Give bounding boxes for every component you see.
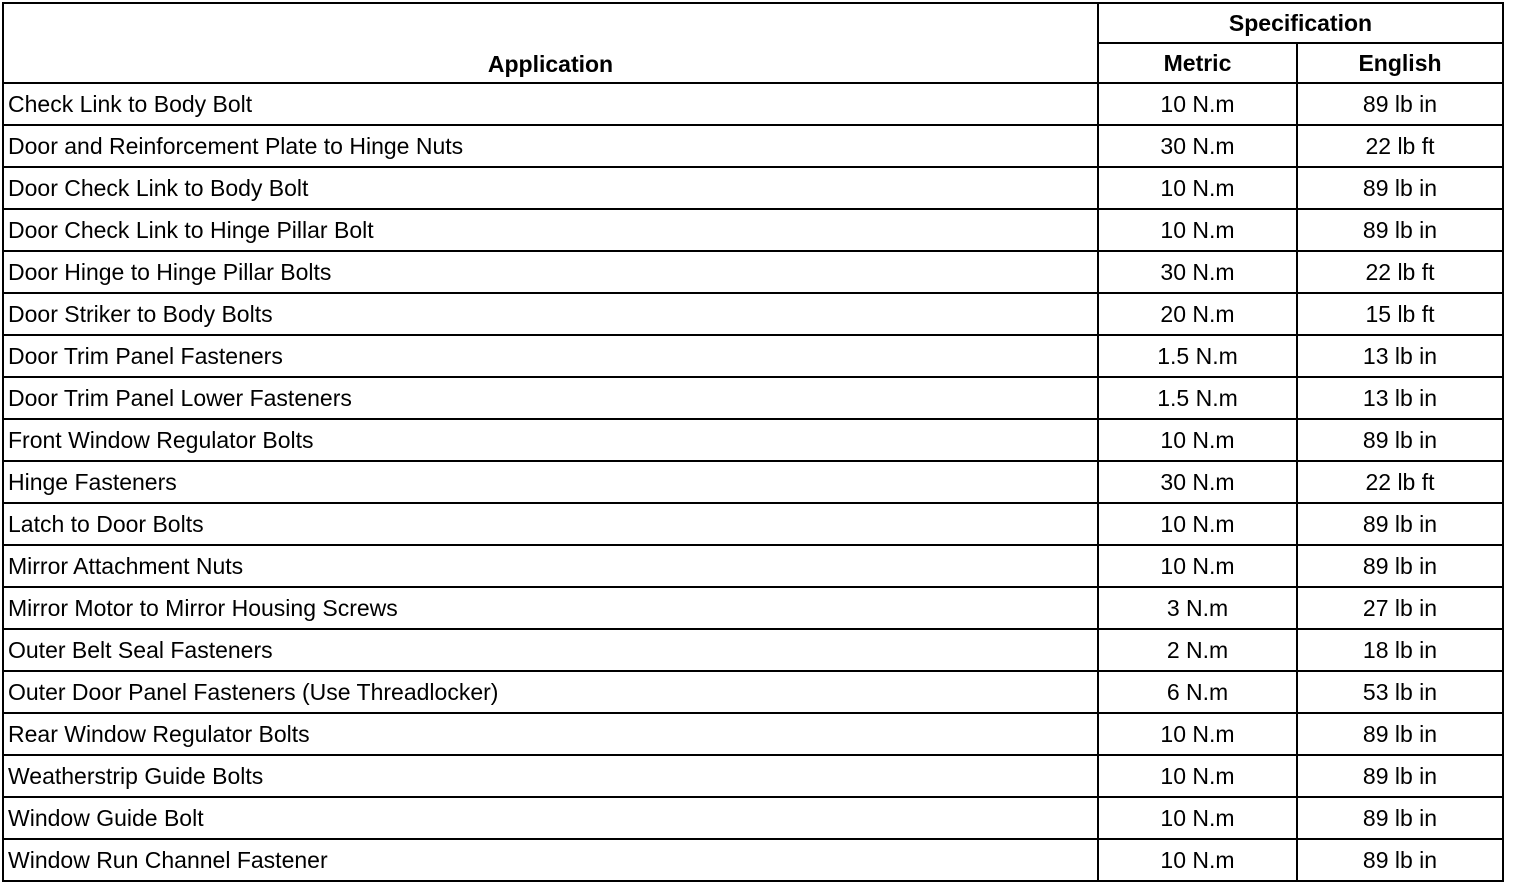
metric-cell: 10 N.m — [1098, 167, 1297, 209]
table-row — [3, 461, 1503, 503]
metric-cell: 10 N.m — [1098, 839, 1297, 881]
application-cell: Window Guide Bolt — [3, 797, 1098, 839]
application-cell: Door and Reinforcement Plate to Hinge Nuts — [3, 125, 1098, 167]
metric-cell: 20 N.m — [1098, 293, 1297, 335]
english-cell: 22 lb ft — [1297, 251, 1503, 293]
metric-cell: 10 N.m — [1098, 797, 1297, 839]
english-cell: 22 lb ft — [1297, 125, 1503, 167]
application-cell: Door Check Link to Hinge Pillar Bolt — [3, 209, 1098, 251]
metric-cell: 30 N.m — [1098, 125, 1297, 167]
metric-cell: 10 N.m — [1098, 83, 1297, 125]
table-row — [3, 545, 1503, 587]
english-cell: 89 lb in — [1297, 209, 1503, 251]
english-cell: 89 lb in — [1297, 545, 1503, 587]
english-cell: 27 lb in — [1297, 587, 1503, 629]
metric-column-header: Metric — [1098, 43, 1297, 83]
specification-column-header: Specification — [1098, 3, 1503, 43]
table-row — [3, 125, 1503, 167]
application-column-header: Application — [3, 3, 1098, 83]
table-row — [3, 377, 1503, 419]
table-row — [3, 293, 1503, 335]
english-cell: 89 lb in — [1297, 503, 1503, 545]
english-cell: 89 lb in — [1297, 83, 1503, 125]
metric-cell: 10 N.m — [1098, 209, 1297, 251]
metric-cell: 30 N.m — [1098, 461, 1297, 503]
table-row — [3, 587, 1503, 629]
table-row — [3, 251, 1503, 293]
metric-cell: 10 N.m — [1098, 545, 1297, 587]
application-cell: Door Trim Panel Fasteners — [3, 335, 1098, 377]
table-row — [3, 671, 1503, 713]
english-cell: 89 lb in — [1297, 755, 1503, 797]
table-body — [3, 83, 1503, 881]
application-cell: Door Hinge to Hinge Pillar Bolts — [3, 251, 1098, 293]
english-column-header: English — [1297, 43, 1503, 83]
table-row — [3, 419, 1503, 461]
table-row — [3, 629, 1503, 671]
application-cell: Outer Door Panel Fasteners (Use Threadlocker) — [3, 671, 1098, 713]
english-cell: 53 lb in — [1297, 671, 1503, 713]
application-cell: Door Trim Panel Lower Fasteners — [3, 377, 1098, 419]
english-cell: 89 lb in — [1297, 797, 1503, 839]
english-cell: 18 lb in — [1297, 629, 1503, 671]
table-header — [3, 3, 1503, 83]
fastener-torque-table — [2, 2, 1504, 882]
table-row — [3, 797, 1503, 839]
metric-cell: 1.5 N.m — [1098, 335, 1297, 377]
application-cell: Latch to Door Bolts — [3, 503, 1098, 545]
metric-cell: 30 N.m — [1098, 251, 1297, 293]
application-cell: Front Window Regulator Bolts — [3, 419, 1098, 461]
application-cell: Weatherstrip Guide Bolts — [3, 755, 1098, 797]
english-cell: 13 lb in — [1297, 377, 1503, 419]
application-cell: Window Run Channel Fastener — [3, 839, 1098, 881]
metric-cell: 2 N.m — [1098, 629, 1297, 671]
application-cell: Rear Window Regulator Bolts — [3, 713, 1098, 755]
metric-cell: 10 N.m — [1098, 755, 1297, 797]
application-cell: Hinge Fasteners — [3, 461, 1098, 503]
metric-cell: 6 N.m — [1098, 671, 1297, 713]
table-row — [3, 335, 1503, 377]
metric-cell: 1.5 N.m — [1098, 377, 1297, 419]
application-cell: Door Check Link to Body Bolt — [3, 167, 1098, 209]
table-row — [3, 839, 1503, 881]
table-row — [3, 713, 1503, 755]
english-cell: 89 lb in — [1297, 839, 1503, 881]
table-row — [3, 83, 1503, 125]
application-cell: Door Striker to Body Bolts — [3, 293, 1098, 335]
metric-cell: 10 N.m — [1098, 503, 1297, 545]
application-cell: Outer Belt Seal Fasteners — [3, 629, 1098, 671]
english-cell: 13 lb in — [1297, 335, 1503, 377]
application-cell: Mirror Motor to Mirror Housing Screws — [3, 587, 1098, 629]
table-row — [3, 755, 1503, 797]
english-cell: 89 lb in — [1297, 167, 1503, 209]
table-row — [3, 167, 1503, 209]
english-cell: 15 lb ft — [1297, 293, 1503, 335]
metric-cell: 10 N.m — [1098, 713, 1297, 755]
table-row — [3, 209, 1503, 251]
metric-cell: 3 N.m — [1098, 587, 1297, 629]
metric-cell: 10 N.m — [1098, 419, 1297, 461]
table-row — [3, 503, 1503, 545]
application-cell: Mirror Attachment Nuts — [3, 545, 1098, 587]
english-cell: 89 lb in — [1297, 419, 1503, 461]
application-cell: Check Link to Body Bolt — [3, 83, 1098, 125]
english-cell: 89 lb in — [1297, 713, 1503, 755]
english-cell: 22 lb ft — [1297, 461, 1503, 503]
